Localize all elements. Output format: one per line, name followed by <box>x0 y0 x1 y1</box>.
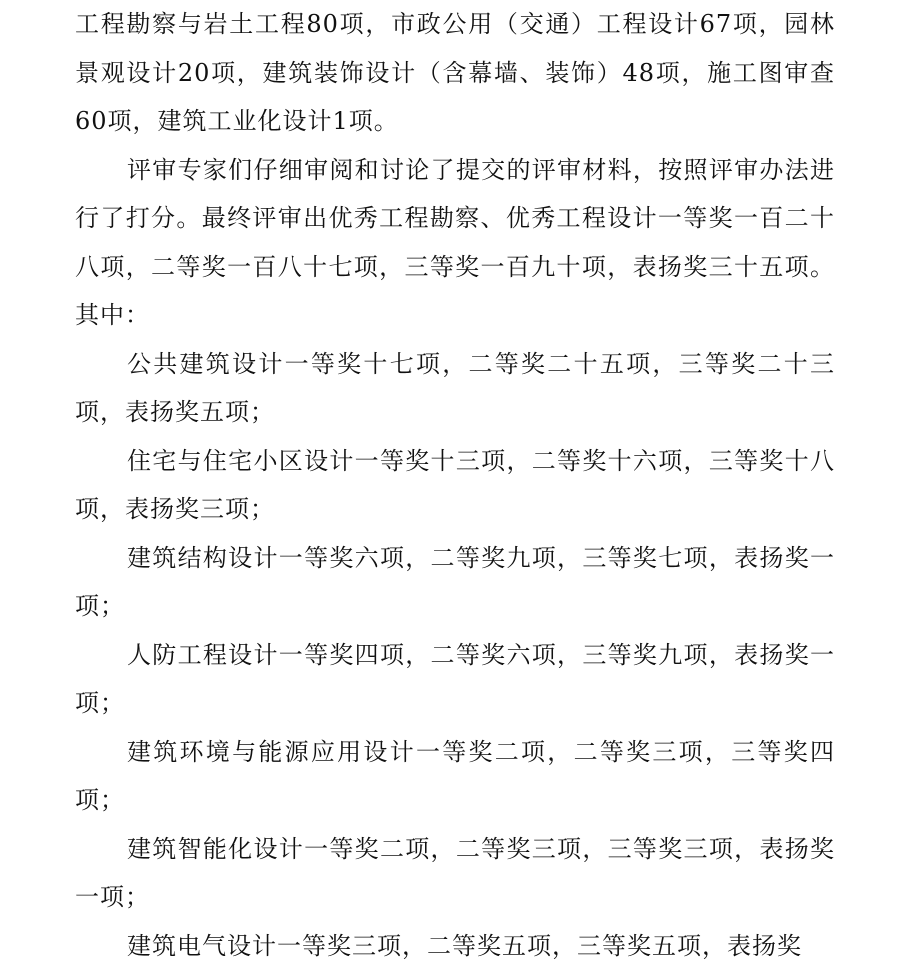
paragraph-residential: 住宅与住宅小区设计一等奖十三项，二等奖十六项，三等奖十八项，表扬奖三项； <box>75 446 835 523</box>
paragraph-electrical: 建筑电气设计一等奖三项，二等奖五项，三等奖五项，表扬奖 <box>127 931 802 960</box>
paragraph-survey-counts: 工程勘察与岩土工程80项，市政公用（交通）工程设计67项，园林景观设计20项，建筑装饰设计（含幕墙、装饰）48项，施工图审查60项，建筑工业化设计1项。 <box>75 10 835 135</box>
paragraph-environment-energy: 建筑环境与能源应用设计一等奖二项，二等奖三项，三等奖四项； <box>75 737 835 814</box>
paragraph-review-summary: 评审专家们仔细审阅和讨论了提交的评审材料，按照评审办法进行了打分。最终评审出优秀工程勘察、优秀工程设计一等奖一百二十八项，二等奖一百八十七项，三等奖一百九十项，表扬奖三十五项。其中： <box>75 155 835 329</box>
paragraph-public-building: 公共建筑设计一等奖十七项，二等奖二十五项，三等奖二十三项，表扬奖五项； <box>75 349 835 426</box>
paragraph-intelligent-building: 建筑智能化设计一等奖二项，二等奖三项，三等奖三项，表扬奖一项； <box>75 834 835 911</box>
paragraph-structure: 建筑结构设计一等奖六项，二等奖九项，三等奖七项，表扬奖一项； <box>75 543 835 620</box>
document-page <box>75 0 835 970</box>
paragraph-civil-defense: 人防工程设计一等奖四项，二等奖六项，三等奖九项，表扬奖一项； <box>75 640 835 717</box>
